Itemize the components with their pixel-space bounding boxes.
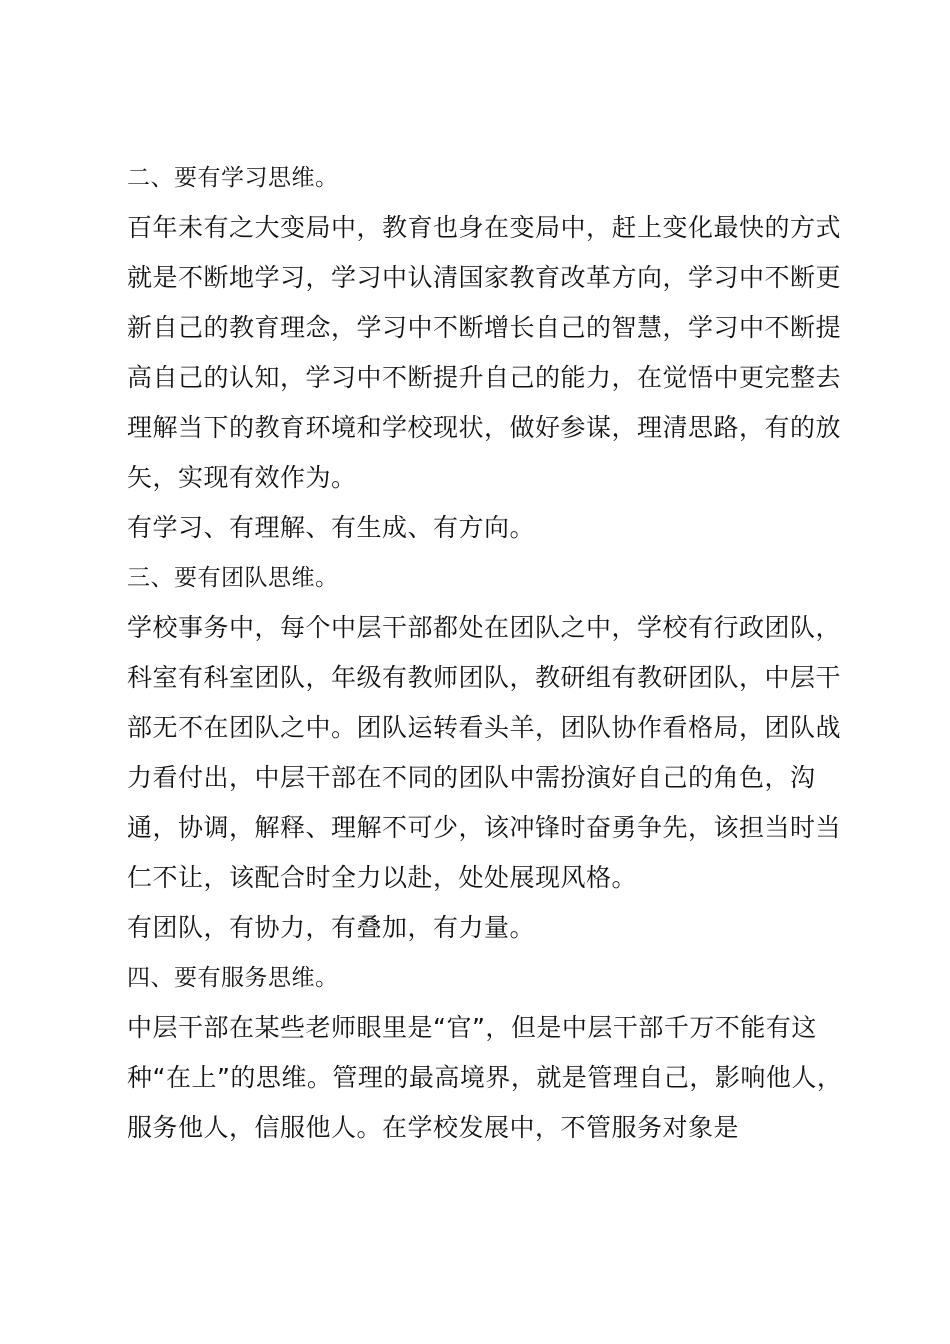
body-paragraph-service: 中层干部在某些老师眼里是“官”，但是中层干部千万不能有这种“在上”的思维。管理的最高境界，就是管理自己，影响他人，服务他人，信服他人。在学校发展中，不管服务对象是: [127, 1013, 843, 1142]
section-heading-service: 四、要有服务思维。: [127, 965, 339, 991]
body-paragraph-team: 学校事务中，每个中层干部都处在团队之中，学校有行政团队，科室有科室团队，年级有教师团队，教研组有教研团队，中层干部无不在团队之中。团队运转看头羊，团队协作看格局，团队战力看付出，中层干部在不同的团队中需扮演好自己的角色，沟通，协调，解释、理解不可少，该冲锋时奋勇争先，该担当时当仁不让，该配合时全力以赴，处处展现风格。: [127, 613, 842, 892]
section-heading-learning: 二、要有学习思维。: [127, 165, 339, 191]
summary-line-learning: 有学习、有理解、有生成、有方向。: [127, 513, 536, 542]
document-body: [127, 153, 862, 1153]
body-paragraph-learning: 百年未有之大变局中，教育也身在变局中，赶上变化最快的方式就是不断地学习，学习中认清国家教育改革方向，学习中不断更新自己的教育理念，学习中不断增长自己的智慧，学习中不断提高自己的认知，学习中不断提升自己的能力，在觉悟中更完整去理解当下的教育环境和学校现状，做好参谋，理清思路，有的放矢，实现有效作为。: [127, 213, 842, 492]
summary-line-team: 有团队，有协力，有叠加，有力量。: [127, 913, 536, 942]
section-heading-team: 三、要有团队思维。: [127, 565, 339, 591]
